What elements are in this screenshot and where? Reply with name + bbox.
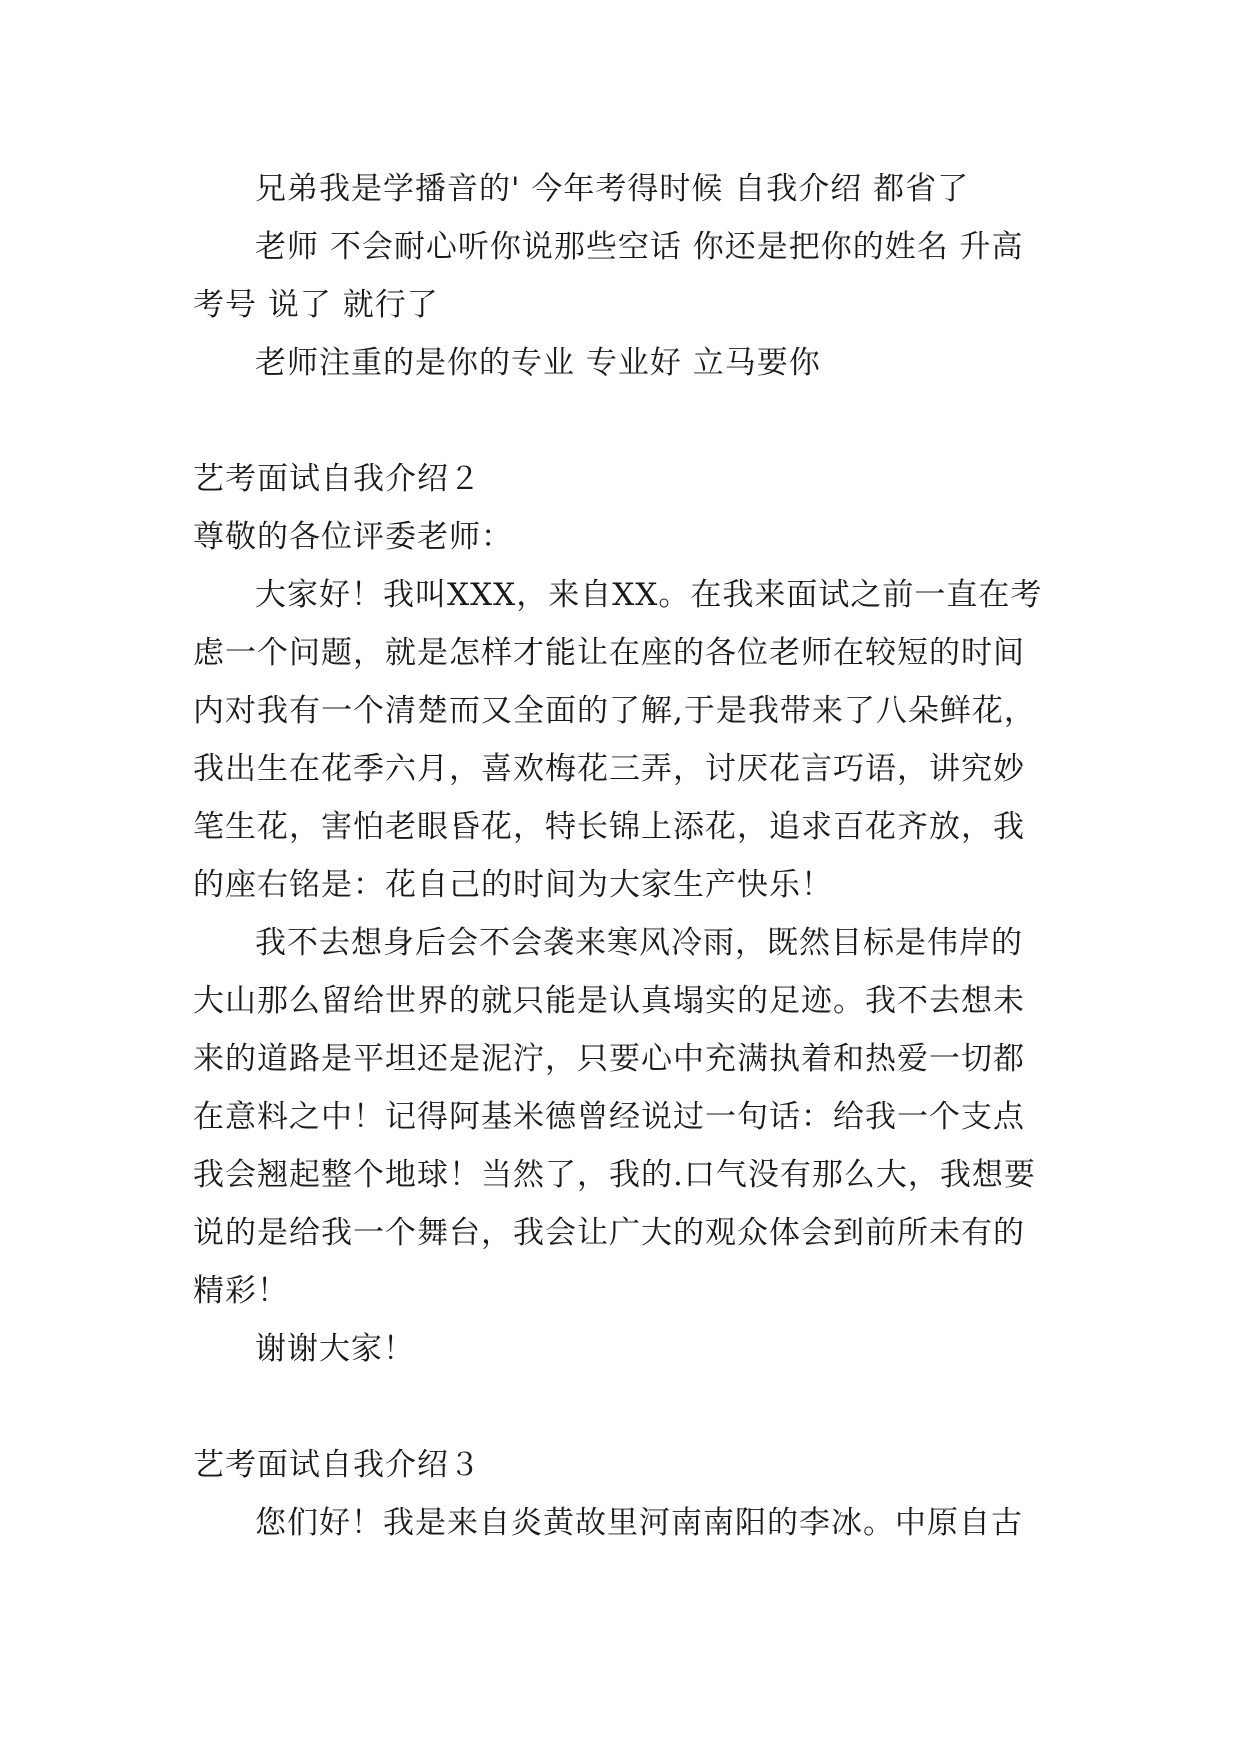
body-paragraph: 谢谢大家！: [255, 1331, 415, 1367]
body-paragraph: 老师 不会耐心听你说那些空话 你还是把你的姓名 升高 考号 说了 就行了: [193, 229, 1035, 323]
section-heading: 艺考面试自我介绍２: [193, 461, 481, 497]
body-paragraph: 您们好！我是来自炎黄故里河南南阳的李冰。中原自古: [255, 1505, 1023, 1541]
body-paragraph: 我不去想身后会不会袭来寒风冷雨，既然目标是伟岸的大山那么留给世界的就只能是认真塌实的足迹。我不去想未来的道路是平坦还是泥泞，只要心中充满执着和热爱一切都在意料之中！记得阿基米德曾经说过一句话：给我一个支点我会翘起整个地球！当然了，我的.口气没有那么大，我想要说的是给我一个舞台，我会让广大的观众体会到前所未有的精彩！: [193, 925, 1036, 1309]
section-spacer: [193, 392, 1053, 450]
section-spacer: [193, 1378, 1053, 1436]
section-heading: 艺考面试自我介绍３: [193, 1447, 481, 1483]
document-body: [193, 160, 1053, 1552]
body-paragraph: 老师注重的是你的专业 专业好 立马要你: [255, 345, 821, 381]
body-paragraph: 大家好！我叫XXX，来自XX。在我来面试之前一直在考虑一个问题，就是怎样才能让在座的各位老师在较短的时间内对我有一个清楚而又全面的了解,于是我带来了八朵鲜花，我出生在花季六月，喜欢梅花三弄，讨厌花言巧语，讲究妙笔生花，害怕老眼昏花，特长锦上添花，追求百花齐放，我的座右铭是：花自己的时间为大家生产快乐！: [193, 577, 1043, 903]
body-paragraph: 兄弟我是学播音的' 今年考得时候 自我介绍 都省了: [255, 171, 970, 207]
salutation: 尊敬的各位评委老师：: [193, 519, 513, 555]
